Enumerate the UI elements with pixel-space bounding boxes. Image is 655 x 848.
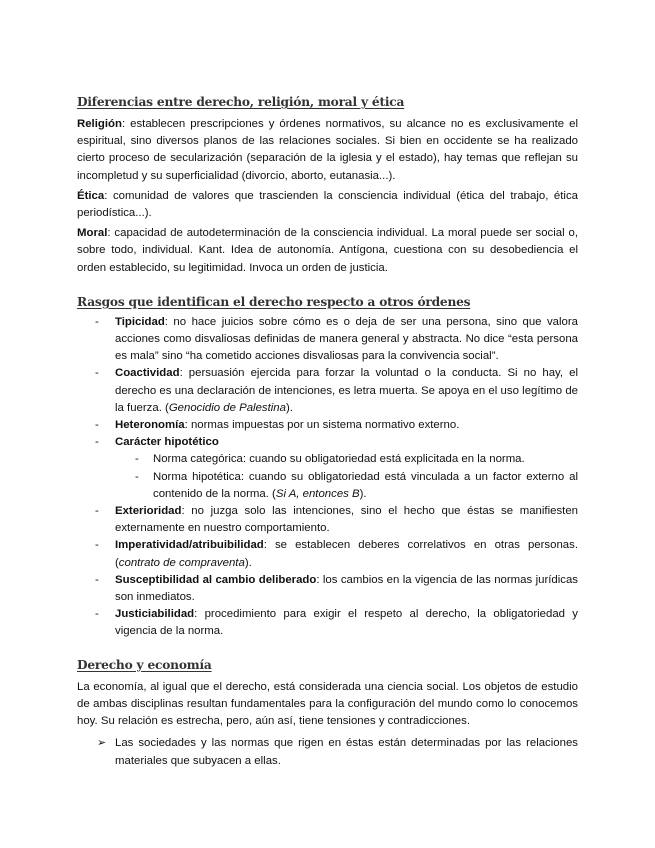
sub-list-item [115,469,578,503]
text-justiciabilidad: : procedimiento para exigir el respeto al derecho, la obligatoriedad y vigencia de la norma. [115,608,578,638]
italic-coactividad: Genocidio de Palestina [168,401,286,414]
list-item [77,735,578,769]
heading-diferencias: Diferencias entre derecho, religión, moral y ética [77,95,405,109]
term-imperatividad: Imperatividad/atribuibilidad [115,539,264,552]
heading-rasgos: Rasgos que identifican el derecho respecto a otros órdenes [77,294,471,309]
sub-dash-marker: - [135,453,139,466]
text-etica: : comunidad de valores que trascienden la consciencia individual (ética del trabajo, ética periodística...). [77,189,578,220]
paragraph-moral [77,225,578,277]
list-item [77,434,578,503]
list-item [77,537,578,571]
dash-marker: - [95,539,99,552]
text-susceptibilidad: : los cambios en la vigencia de las normas jurídicas son inmediatos. [115,573,578,604]
term-religion: Religión [77,118,122,130]
sub-list-item [115,451,578,468]
text-exterioridad: : no juzga solo las intenciones, sino el hecho que éstas se manifiesten externamente en nuestro comportamiento. [115,505,578,535]
term-coactividad: Coactividad [115,367,180,380]
dash-marker: - [95,436,99,449]
term-moral: Moral [77,227,108,240]
dash-marker: - [95,573,99,586]
text-tipicidad: : no hace juicios sobre cómo es o deja de ser una persona, sino que valora acciones como disvaliosas definidas de manera general y abstracta. No dice “esta persona es mala” sino “ha cometido acciones disvaliosas para la convivencia social”. [115,315,578,363]
text-moral: : capacidad de autodeterminación de la consciencia individual. La moral puede ser social o, sobre todo, individual. Kant. Idea de autonomía. Antígona, cuestiona con su desobediencia el orden establecido, su legitimidad. Invoca un orden de justicia. [77,227,578,274]
text-norma-categorica: Norma categórica: cuando su obligatoriedad está explicitada en la norma. [153,453,525,466]
term-etica: Ética [77,189,105,202]
text-coactividad: : persuasión ejercida para forzar la voluntad o la conducta. Si no hay, el derecho es una declaración de intenciones, es letra muerta. Se apoya en el uso legítimo de la fuerza. ( [115,367,578,414]
heading-economia: Derecho y economía [77,657,212,672]
paragraph-religion [77,116,578,185]
term-caracter-hipotetico: Carácter hipotético [115,436,219,449]
term-heteronomia: Heteronomía [115,419,185,432]
term-exterioridad: Exterioridad [115,505,182,518]
economia-bullet-list [77,735,578,769]
dash-marker: - [95,505,99,518]
dash-marker: - [95,608,99,621]
document-content [77,94,578,770]
italic-norma-hipotetica: Si A, entonces B [275,487,360,500]
text-religion: : establecen prescripciones y órdenes normativos, su alcance no es exclusivamente el espiritual, sino diversos planos de las relaciones sociales. Si bien en occidente se ha realizado cierto proceso de secularización (separación de la iglesia y el estado), hay temas que reflejan su incompletud y su superficialidad (divorcio, aborto, eutanasia...). [77,118,578,182]
term-justiciabilidad: Justiciabilidad [115,608,195,621]
hipotetico-sublist [115,451,578,503]
after-imperatividad: ). [244,556,252,569]
text-imperatividad: : se establecen deberes correlativos en otras personas. ( [115,539,578,569]
term-susceptibilidad: Susceptibilidad al cambio deliberado [115,573,317,586]
arrow-bullet-icon: ➢ [97,737,107,750]
sub-dash-marker: - [135,470,139,483]
list-item [77,365,578,417]
rasgos-list [77,314,578,641]
paragraph-etica [77,188,578,222]
list-item [77,314,578,366]
list-item [77,606,578,640]
dash-marker: - [95,315,99,328]
italic-imperatividad: contrato de compraventa [118,556,245,569]
list-item [77,503,578,537]
list-item [77,417,578,434]
text-bullet-sociedades: Las sociedades y las normas que rigen en éstas están determinadas por las relaciones materiales que subyacen a ellas. [115,737,578,767]
text-heteronomia: : normas impuestas por un sistema normativo externo. [184,419,460,432]
after-coactividad: ). [285,401,293,414]
text-norma-hipotetica: Norma hipotética: cuando su obligatoriedad está vinculada a un factor externo al contenido de la norma. ( [153,470,578,500]
list-item [77,572,578,606]
dash-marker: - [95,367,99,380]
dash-marker: - [95,419,99,432]
paragraph-economia: La economía, al igual que el derecho, está considerada una ciencia social. Los objetos de estudio de ambas disciplinas resultan fundamentales para la configuración del mundo como lo conocemos hoy. Su relación es estrecha, pero, aún así, tiene tensiones y contradicciones. [77,680,578,728]
after-norma-hipotetica: ). [359,487,367,500]
term-tipicidad: Tipicidad [115,315,165,328]
